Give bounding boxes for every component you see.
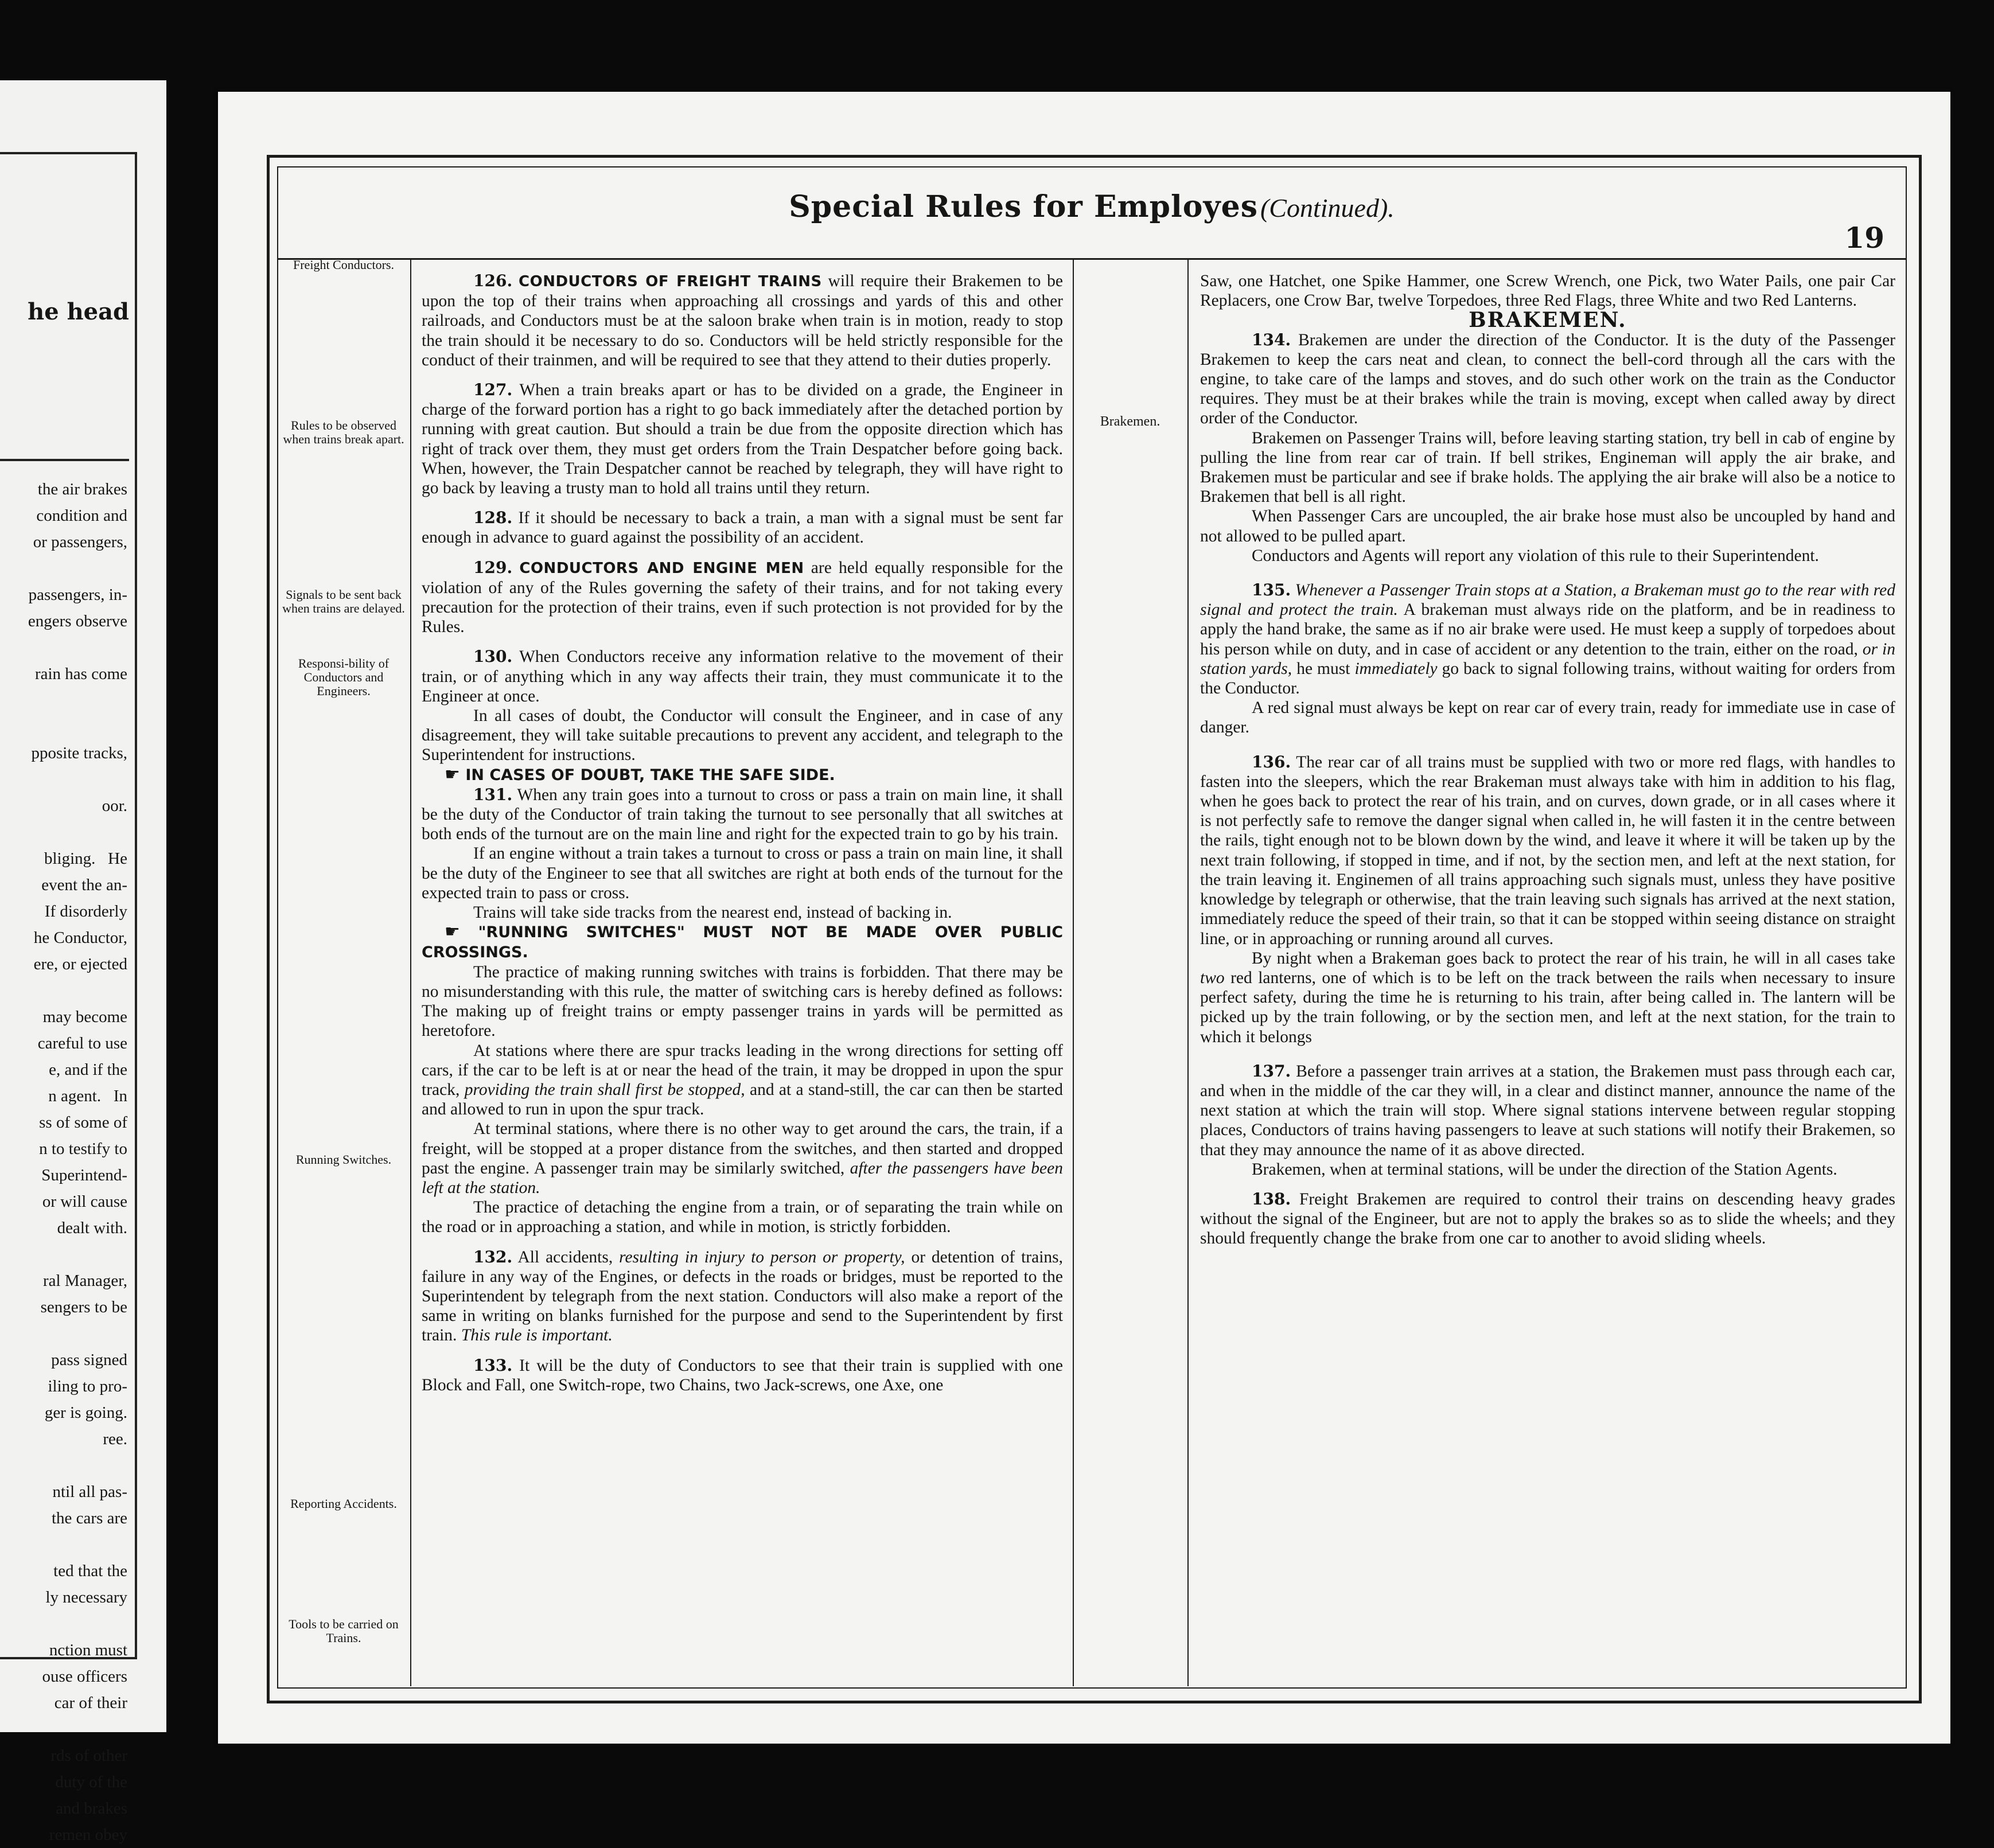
left-page-line: ger is going. bbox=[44, 1403, 127, 1422]
page-number: 19 bbox=[1844, 221, 1884, 255]
left-page-line: and brakes bbox=[56, 1799, 127, 1818]
left-page-line: duty of the bbox=[55, 1773, 127, 1791]
left-page-line: or will cause bbox=[42, 1192, 127, 1211]
left-page-line bbox=[0, 714, 127, 740]
rule-137: 137. Before a passenger train arrives at a station, the Brakemen must pass through each car, and when in the middle of the car they will, in a clear and distinct manner, announce the name of the next station at which the train will stop. Where signal stations intervene between regular stopping places, Conductors of trains having passengers to leave at such stations will notify their Brakemen, so that they may announce the name of it as above directed. bbox=[1200, 1061, 1895, 1159]
rule-130-paragraph-2: In all cases of doubt, the Conductor will consult the Engineer, and in case of any disagreement, they will take suitable precautions to prevent any accident, and telegraph to the Superintendent for instructions. bbox=[422, 707, 1063, 765]
left-page-line bbox=[0, 687, 127, 714]
left-page-line: the air brakes bbox=[37, 480, 127, 498]
margin-column-rule bbox=[410, 258, 411, 1686]
left-page-line: he Conductor, bbox=[33, 929, 127, 947]
rule-136: 136. The rear car of all trains must be supplied with two or more red flags, with handles to fasten into the sleepers, which the rear Brakeman must always take with him in addition to his flag, when he goes back to protect the rear of his train, and on curves, down grade, or in all cases where it is not perfectly safe to remove the danger signal when called in, he will fasten it in the centre between the rails, tight enough not to be blown down by the wind, and leave it where it will be taken up by the next train following, if stopped in time, and if not, by the section men, and left at the next station, for the train leaving it. Enginemen of all trains approaching such signals must, unless they have positive knowledge by telegraph or otherwise, that the train leaving such signals has arrived at the next station, immediately reduce the speed of their train, so that it can be stopped within seeing distance on straight line, or in approaching or running around all curves. bbox=[1200, 752, 1896, 948]
rule-134-paragraph-2: Brakemen on Passenger Trains will, before leaving starting station, try bell in cab of engine by pulling the line from rear car of train. If bell strikes, Engineman will apply the air brake, and Brakemen must be particular and see if brake holds. The applying the air brake will also be a notice to Brakemen that bell is all right. bbox=[1200, 428, 1895, 506]
left-page-line: Superintend- bbox=[41, 1166, 127, 1184]
main-page bbox=[218, 92, 1950, 1744]
rule-137-paragraph-2: Brakemen, when at terminal stations, will be under the direction of the Station Agents. bbox=[1252, 1160, 1837, 1179]
left-page-line: sengers to be bbox=[40, 1298, 127, 1316]
pointing-hand-icon: ☛ bbox=[445, 922, 460, 942]
left-page-line: ree. bbox=[103, 1430, 127, 1448]
margin-note-tools: Tools to be carried on Trains. bbox=[289, 1617, 399, 1645]
left-page-line: ted that the bbox=[53, 1562, 127, 1580]
left-page-line: If disorderly bbox=[44, 902, 127, 921]
left-page-text bbox=[0, 476, 127, 1848]
left-page-line: ral Manager, bbox=[43, 1272, 127, 1290]
margin-note-freight-conductors: Freight Conductors. bbox=[293, 258, 394, 272]
page-header bbox=[277, 189, 1906, 252]
warning-running-switches: ☛ "RUNNING SWITCHES" MUST NOT BE MADE OVER PUBLIC CROSSINGS. bbox=[422, 922, 1064, 961]
rule-126: 126. CONDUCTORS OF FREIGHT TRAINS will require their Brakemen to be upon the top of their trains when approaching all crossings and yards of this and other railroads, and Conductors must be at the saloon brake when train is in motion, ready to stop the train should it be necessary to do so. Conductors will be held strictly responsible for the conduct of their trainmen, and will be required to see that they attend to their duties properly. bbox=[422, 271, 1064, 369]
left-facing-page bbox=[0, 80, 166, 1844]
page-title: Special Rules for Employes bbox=[789, 189, 1258, 224]
margin-note-reporting: Reporting Accidents. bbox=[290, 1496, 397, 1511]
page-title-continued: (Continued). bbox=[1260, 193, 1395, 223]
header-rule bbox=[277, 258, 1906, 260]
rule-129: 129. CONDUCTORS AND ENGINE MEN are held equally responsible for the violation of any of the Rules governing the safety of their trains, and for not taking every precaution for the protection of their trains, even if such protection is not provided for by the Rules. bbox=[422, 557, 1064, 637]
left-page-line bbox=[0, 1320, 127, 1347]
left-page-line: rain has come bbox=[34, 665, 127, 683]
margin-note-responsibility: Responsi-bility of Conductors and Engineers. bbox=[298, 656, 390, 698]
left-page-line: ouse officers bbox=[42, 1667, 127, 1686]
rule-138: 138. Freight Brakemen are required to control their trains on descending heavy grades without the signal of the Engineer, but are not to apply the brakes so as to slide the wheels; and they should frequently change the brake from one car to another to avoid sliding wheels. bbox=[1200, 1189, 1895, 1248]
left-page-line: e, and if the bbox=[49, 1061, 127, 1079]
left-page-line: remen obey bbox=[49, 1826, 127, 1844]
left-page-line bbox=[0, 1531, 127, 1558]
left-page-line: rds of other bbox=[50, 1746, 127, 1765]
left-page-line: engers observe bbox=[28, 612, 127, 630]
running-switches-paragraph-3: At terminal stations, where there is no other way to get around the cars, the train, if a freight, will be stopped at a proper distance from the switches, and then started and dropped past the engine. A passenger train may be similarly switched, after the passengers have been left at the station. bbox=[422, 1120, 1063, 1197]
left-page-line bbox=[0, 1452, 127, 1479]
left-page-line: event the an- bbox=[41, 876, 127, 894]
left-page-line: nction must bbox=[49, 1641, 127, 1659]
rule-134: 134. Brakemen are under the direction of the Conductor. It is the duty of the Passenger Brakemen to keep the cars neat and clean, to connect the bell-cord through all the cars with the engine, to take care of the lamps and stoves, and do such other work on the train as the Conductor requires. They must be at their brakes while the train is moving, except when called away by direct order of the Conductor. bbox=[1200, 330, 1895, 428]
margin-note-signals: Signals to be sent back when trains are delayed. bbox=[282, 587, 405, 615]
margin-note-train-break: Rules to be observed when trains break apart. bbox=[283, 418, 404, 446]
left-page-line bbox=[0, 555, 127, 582]
left-page-line: pass signed bbox=[51, 1351, 127, 1369]
brakemen-heading: BRAKEMEN. bbox=[1469, 308, 1627, 333]
column-divider-left bbox=[1073, 258, 1074, 1686]
left-page-line: car of their bbox=[54, 1694, 127, 1712]
left-page-line: passengers, in- bbox=[28, 586, 127, 604]
left-page-line bbox=[0, 1611, 127, 1637]
rule-127: 127. When a train breaks apart or has to be divided on a grade, the Engineer in charge of the forward portion has a right to go back immediately after the detached portion by running with great caution. But should a train be due from the opposite direction which has right of track over them, they must get orders from the Train Despatcher before going back. When, however, the Train Despatcher cannot be reached by telegraph, they will have right to go back by leaving a trusty man to hold all trains until they return. bbox=[422, 380, 1064, 498]
left-page-rule bbox=[0, 459, 129, 461]
left-page-line: ere, or ejected bbox=[33, 955, 127, 973]
rule-128: 128. If it should be necessary to back a train, a man with a signal must be sent far enough in advance to guard against the possibility of an accident. bbox=[422, 508, 1064, 547]
running-switches-paragraph-1: The practice of making running switches with trains is forbidden. That there may be no misunderstanding with this rule, the matter of switching cars is hereby defined as follows: The making up of freight trains or empty passenger trains in yards will be permitted as heretofore. bbox=[422, 962, 1063, 1040]
left-page-line: careful to use bbox=[37, 1034, 127, 1052]
left-page-line: may become bbox=[42, 1008, 127, 1026]
rule-136-paragraph-2: By night when a Brakeman goes back to protect the rear of his train, he will in all cases take two red lanterns, one of which is to be left on the track between the rails when necessary to insure perfect safety, during the time he is returning to his train, after being called in. The lantern will be picked up by the train following, or by the section men, and left at the next station, for the train to which it belongs bbox=[1200, 949, 1896, 1046]
left-page-line: condition and bbox=[36, 506, 127, 525]
text-column-left bbox=[422, 261, 1063, 1395]
rule-130: 130. When Conductors receive any information relative to the movement of their train, or of anything which in any way affects their train, they must communicate it to the Engineer at once. bbox=[422, 647, 1063, 705]
column-divider-right bbox=[1187, 258, 1189, 1686]
left-page-line: or passengers, bbox=[33, 533, 127, 551]
rule-135: 135. Whenever a Passenger Train stops at a Station, a Brakeman must go to the rear with red signal and protect the train. A brakeman must always ride on the platform, and be in readiness to apply the hand brake, the same as if no air brake were used. He must keep a supply of torpedoes about his person while on duty, and in case of accident or any detention to the train, either on the road, or in station yards, he must immediately go back to signal following trains, without waiting for orders from the Conductor. bbox=[1200, 580, 1896, 698]
left-page-line bbox=[0, 766, 127, 793]
margin-note-brakemen: Brakemen. bbox=[1100, 414, 1160, 429]
left-page-line: dealt with. bbox=[57, 1219, 127, 1237]
rule-134-paragraph-3: When Passenger Cars are uncoupled, the air brake hose must also be uncoupled by hand and not allowed to be pulled apart. bbox=[1200, 507, 1895, 545]
rule-131-paragraph-2: If an engine without a train takes a turnout to cross or pass a train on main line, it shall be the duty of the Engineer to see that all switches are right at both ends of the turnout for the expected train to pass or cross. bbox=[422, 844, 1063, 902]
pointing-hand-icon: ☛ bbox=[445, 764, 460, 785]
left-page-line bbox=[0, 819, 127, 845]
left-page-line: oor. bbox=[102, 797, 127, 815]
left-page-line: pposite tracks, bbox=[31, 744, 127, 762]
rule-134-paragraph-4: Conductors and Agents will report any violation of this rule to their Superintendent. bbox=[1252, 546, 1819, 565]
rule-131-paragraph-3: Trains will take side tracks from the nearest end, instead of backing in. bbox=[473, 903, 952, 922]
rule-135-paragraph-2: A red signal must always be kept on rear car of every train, ready for immediate use in case of danger. bbox=[1200, 699, 1895, 737]
left-page-line: n to testify to bbox=[39, 1140, 127, 1158]
warning-safe-side: ☛ IN CASES OF DOUBT, TAKE THE SAFE SIDE. bbox=[445, 764, 835, 785]
margin-note-running-switches: Running Switches. bbox=[295, 1152, 392, 1167]
rule-132: 132. All accidents, resulting in injury to person or property, or detention of trains, failure in any way of the Engines, or defects in the roads or bridges, must be reported to the Superintendent by telegraph from the next station. Conductors will also make a report of the same in writing on blanks furnished for the purpose and send to the Superintendent by first train. This rule is important. bbox=[422, 1247, 1064, 1345]
running-switches-paragraph-4: The practice of detaching the engine from a train, or of separating the train while on the road or in approaching a station, and while in motion, is strictly forbidden. bbox=[422, 1198, 1063, 1237]
text-column-right bbox=[1200, 261, 1895, 1249]
left-page-line: iling to pro- bbox=[48, 1377, 127, 1395]
left-page-heading: he head bbox=[28, 298, 129, 325]
left-page-line: the cars are bbox=[51, 1509, 127, 1527]
left-page-line: n agent. In bbox=[48, 1087, 127, 1105]
rule-133-continued: Saw, one Hatchet, one Spike Hammer, one Screw Wrench, one Pick, two Water Pails, one pair Car Replacers, one Crow Bar, twelve Torpedoes, three Red Flags, three White and two Red Lanterns. bbox=[1200, 272, 1895, 310]
running-switches-paragraph-2: At stations where there are spur tracks leading in the wrong directions for setting off cars, if the car to be left is at or near the head of the train, it may be dropped in upon the spur track, providing the train shall first be stopped, and at a stand-still, the car can then be started and allowed to run in upon the spur track. bbox=[422, 1041, 1063, 1119]
rule-131: 131. When any train goes into a turnout to cross or pass a train on main line, it shall be the duty of the Conductor of train taking the turnout to see personally that all switches at both ends of the turnout are on the main line and right for the expected train to go by his train. bbox=[422, 785, 1063, 844]
left-page-line: ss of some of bbox=[39, 1113, 127, 1132]
left-page-line: ntil all pas- bbox=[52, 1483, 127, 1501]
left-page-line bbox=[0, 1241, 127, 1268]
left-page-line: bliging. He bbox=[44, 849, 127, 868]
left-page-line: ly necessary bbox=[45, 1588, 127, 1607]
left-page-line bbox=[0, 977, 127, 1004]
left-page-line bbox=[0, 634, 127, 661]
left-page-line bbox=[0, 1716, 127, 1742]
rule-133: 133. It will be the duty of Conductors to see that their train is supplied with one Block and Fall, one Switch-rope, two Chains, two Jack-screws, one Axe, one bbox=[422, 1355, 1064, 1394]
